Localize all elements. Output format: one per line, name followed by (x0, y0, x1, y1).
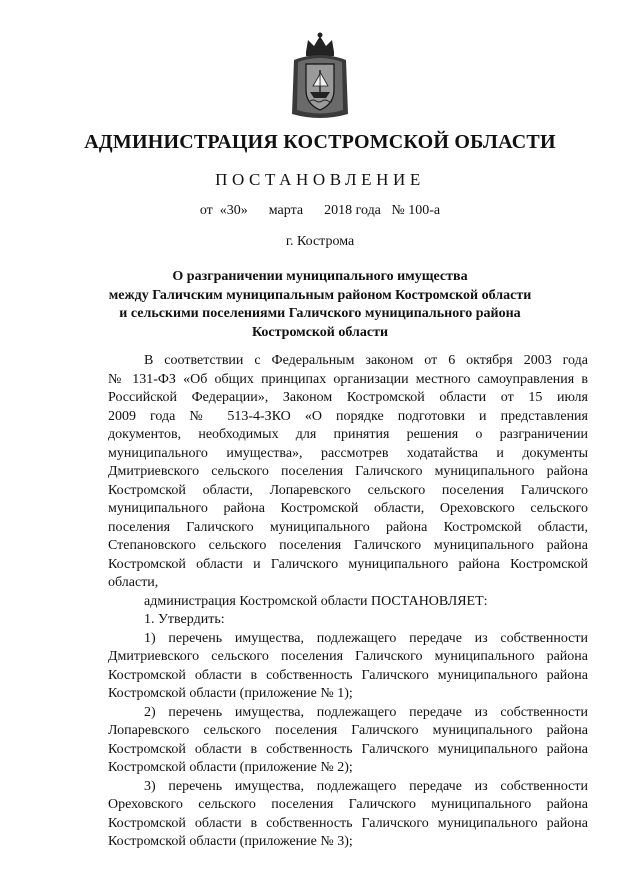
body-line: Степановского сельского поселения Галичского муниципального района (108, 538, 588, 553)
body-line: администрация Костромской области ПОСТАНОВЛЯЕТ: (144, 593, 488, 609)
body-line: поселения Галичского муниципального района Костромской области, (108, 519, 588, 535)
body-line: Костромской области, Лопаревского сельского поселения Галичского (108, 482, 588, 498)
body-line: Костромской области в собственность Галичского муниципального района (108, 815, 588, 831)
body-line: области, (108, 575, 159, 590)
body-line: Российской Федерации», Законом Костромской области от 15 июля (108, 390, 588, 405)
subject-line: и сельскими поселениями Галичского муниципального района (119, 306, 521, 321)
body-line: Костромской области (приложение № 2); (108, 760, 353, 775)
body-line: Дмитриевского сельского поселения Галичского муниципального района (108, 649, 588, 664)
body-line: 1. Утвердить: (144, 612, 225, 627)
body-line: Костромской области (приложение № 3); (108, 834, 353, 849)
subject-line: Костромской области (251, 324, 389, 340)
body-line: Ореховского сельского поселения Галичского муниципального района (108, 797, 588, 812)
body-line: Дмитриевского сельского поселения Галичского муниципального района (108, 464, 588, 479)
body-line: 2) перечень имущества, подлежащего передаче из собственности (144, 704, 588, 720)
subject-line: между Галичским муниципальным районом Костромской области (108, 287, 532, 303)
body-line: муниципального имущества», рассмотрев ходатайства и документы (108, 445, 588, 461)
body-line: 1) перечень имущества, подлежащего передаче из собственности (144, 630, 588, 646)
document-date-number: от «30» марта 2018 года № 100-а (199, 203, 441, 218)
body-line: Костромской области (приложение № 1); (108, 686, 353, 701)
organization-name: АДМИНИСТРАЦИЯ КОСТРОМСКОЙ ОБЛАСТИ (84, 131, 556, 153)
body-line: Костромской области в собственность Галичского муниципального района (108, 741, 588, 757)
document-type: ПОСТАНОВЛЕНИЕ (215, 170, 425, 189)
body-line: документов, необходимых для принятия решения о разграничении (108, 427, 588, 442)
body-line: 3) перечень имущества, подлежащего передаче из собственности (144, 778, 588, 794)
coat-of-arms-icon (288, 30, 352, 122)
document-city: г. Кострома (285, 234, 355, 249)
body-line: Костромской области и Галичского муниципального района Костромской (108, 556, 588, 572)
subject-line: О разграничении муниципального имущества (172, 269, 468, 284)
body-line: В соответствии с Федеральным законом от 6 октября 2003 года (144, 353, 588, 368)
document-body (108, 352, 588, 852)
document-subject (80, 268, 560, 342)
body-line: № 131-ФЗ «Об общих принципах организации местного самоуправления в (108, 371, 588, 387)
body-line: 2009 года № 513-4-ЗКО «О порядке подготовки и представления (108, 408, 588, 424)
body-line: Лопаревского сельского поселения Галичского муниципального района (108, 723, 588, 738)
body-line: Костромской области в собственность Галичского муниципального района (108, 667, 588, 683)
body-line: муниципального района Костромской области, Ореховского сельского (108, 501, 588, 516)
